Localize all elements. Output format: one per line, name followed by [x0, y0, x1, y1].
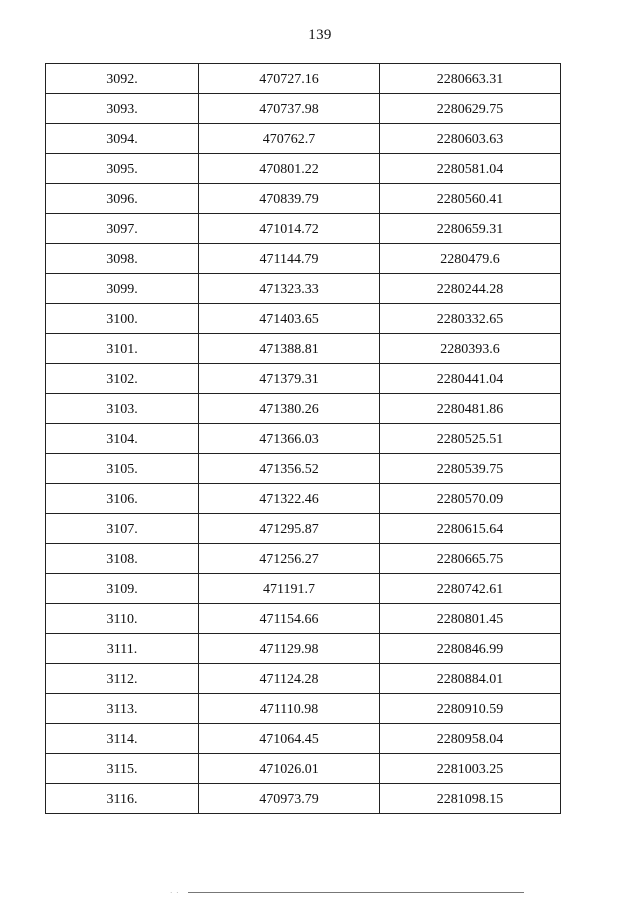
point-number-cell: 3102.: [46, 364, 199, 394]
point-number-cell: 3094.: [46, 124, 199, 154]
x-coordinate-cell: 471191.7: [199, 574, 380, 604]
point-number-cell: 3093.: [46, 94, 199, 124]
point-number-cell: 3110.: [46, 604, 199, 634]
point-number-cell: 3107.: [46, 514, 199, 544]
page-number: 139: [308, 27, 332, 43]
table-row: [46, 124, 561, 154]
x-coordinate-cell: 471295.87: [199, 514, 380, 544]
table-row: [46, 784, 561, 814]
point-number-cell: 3101.: [46, 334, 199, 364]
y-coordinate-cell: 2280539.75: [380, 454, 561, 484]
x-coordinate-cell: 470762.7: [199, 124, 380, 154]
y-coordinate-cell: 2280910.59: [380, 694, 561, 724]
x-coordinate-cell: 471129.98: [199, 634, 380, 664]
table-row: [46, 454, 561, 484]
y-coordinate-cell: 2280525.51: [380, 424, 561, 454]
table-row: [46, 94, 561, 124]
table-row: [46, 154, 561, 184]
table-row: [46, 484, 561, 514]
x-coordinate-cell: 470973.79: [199, 784, 380, 814]
table-row: [46, 364, 561, 394]
x-coordinate-cell: 471144.79: [199, 244, 380, 274]
scan-artifact-dots: · ·: [170, 889, 180, 897]
table-row: [46, 394, 561, 424]
x-coordinate-cell: 471154.66: [199, 604, 380, 634]
table-row: [46, 544, 561, 574]
point-number-cell: 3096.: [46, 184, 199, 214]
point-number-cell: 3092.: [46, 64, 199, 94]
table-row: [46, 424, 561, 454]
point-number-cell: 3103.: [46, 394, 199, 424]
x-coordinate-cell: 471403.65: [199, 304, 380, 334]
y-coordinate-cell: 2281098.15: [380, 784, 561, 814]
x-coordinate-cell: 471064.45: [199, 724, 380, 754]
y-coordinate-cell: 2280629.75: [380, 94, 561, 124]
x-coordinate-cell: 470839.79: [199, 184, 380, 214]
bottom-rule: [188, 892, 524, 893]
point-number-cell: 3109.: [46, 574, 199, 604]
y-coordinate-cell: 2280479.6: [380, 244, 561, 274]
y-coordinate-cell: 2280581.04: [380, 154, 561, 184]
x-coordinate-cell: 471014.72: [199, 214, 380, 244]
table-row: [46, 754, 561, 784]
y-coordinate-cell: 2280332.65: [380, 304, 561, 334]
x-coordinate-cell: 471026.01: [199, 754, 380, 784]
table-row: [46, 724, 561, 754]
y-coordinate-cell: 2280846.99: [380, 634, 561, 664]
x-coordinate-cell: 471366.03: [199, 424, 380, 454]
x-coordinate-cell: 471379.31: [199, 364, 380, 394]
x-coordinate-cell: 471110.98: [199, 694, 380, 724]
y-coordinate-cell: 2281003.25: [380, 754, 561, 784]
point-number-cell: 3106.: [46, 484, 199, 514]
table-row: [46, 664, 561, 694]
table-row: [46, 244, 561, 274]
table-row: [46, 64, 561, 94]
y-coordinate-cell: 2280570.09: [380, 484, 561, 514]
y-coordinate-cell: 2280441.04: [380, 364, 561, 394]
y-coordinate-cell: 2280801.45: [380, 604, 561, 634]
x-coordinate-cell: 471256.27: [199, 544, 380, 574]
x-coordinate-cell: 471124.28: [199, 664, 380, 694]
y-coordinate-cell: 2280603.63: [380, 124, 561, 154]
y-coordinate-cell: 2280393.6: [380, 334, 561, 364]
table-row: [46, 634, 561, 664]
x-coordinate-cell: 471323.33: [199, 274, 380, 304]
point-number-cell: 3116.: [46, 784, 199, 814]
table-row: [46, 604, 561, 634]
x-coordinate-cell: 471322.46: [199, 484, 380, 514]
table-row: [46, 304, 561, 334]
point-number-cell: 3104.: [46, 424, 199, 454]
y-coordinate-cell: 2280481.86: [380, 394, 561, 424]
x-coordinate-cell: 471356.52: [199, 454, 380, 484]
table-row: [46, 334, 561, 364]
point-number-cell: 3114.: [46, 724, 199, 754]
x-coordinate-cell: 470727.16: [199, 64, 380, 94]
table-row: [46, 514, 561, 544]
x-coordinate-cell: 470737.98: [199, 94, 380, 124]
table-row: [46, 274, 561, 304]
point-number-cell: 3095.: [46, 154, 199, 184]
point-number-cell: 3111.: [46, 634, 199, 664]
coordinates-table: [45, 63, 561, 814]
point-number-cell: 3108.: [46, 544, 199, 574]
x-coordinate-cell: 470801.22: [199, 154, 380, 184]
point-number-cell: 3098.: [46, 244, 199, 274]
table-row: [46, 574, 561, 604]
y-coordinate-cell: 2280663.31: [380, 64, 561, 94]
point-number-cell: 3100.: [46, 304, 199, 334]
y-coordinate-cell: 2280560.41: [380, 184, 561, 214]
point-number-cell: 3097.: [46, 214, 199, 244]
y-coordinate-cell: 2280665.75: [380, 544, 561, 574]
point-number-cell: 3105.: [46, 454, 199, 484]
point-number-cell: 3099.: [46, 274, 199, 304]
table-row: [46, 214, 561, 244]
coordinates-table-body: [46, 64, 561, 814]
table-row: [46, 694, 561, 724]
x-coordinate-cell: 471380.26: [199, 394, 380, 424]
y-coordinate-cell: 2280958.04: [380, 724, 561, 754]
y-coordinate-cell: 2280884.01: [380, 664, 561, 694]
y-coordinate-cell: 2280615.64: [380, 514, 561, 544]
x-coordinate-cell: 471388.81: [199, 334, 380, 364]
y-coordinate-cell: 2280659.31: [380, 214, 561, 244]
point-number-cell: 3113.: [46, 694, 199, 724]
table-row: [46, 184, 561, 214]
y-coordinate-cell: 2280742.61: [380, 574, 561, 604]
point-number-cell: 3112.: [46, 664, 199, 694]
y-coordinate-cell: 2280244.28: [380, 274, 561, 304]
point-number-cell: 3115.: [46, 754, 199, 784]
